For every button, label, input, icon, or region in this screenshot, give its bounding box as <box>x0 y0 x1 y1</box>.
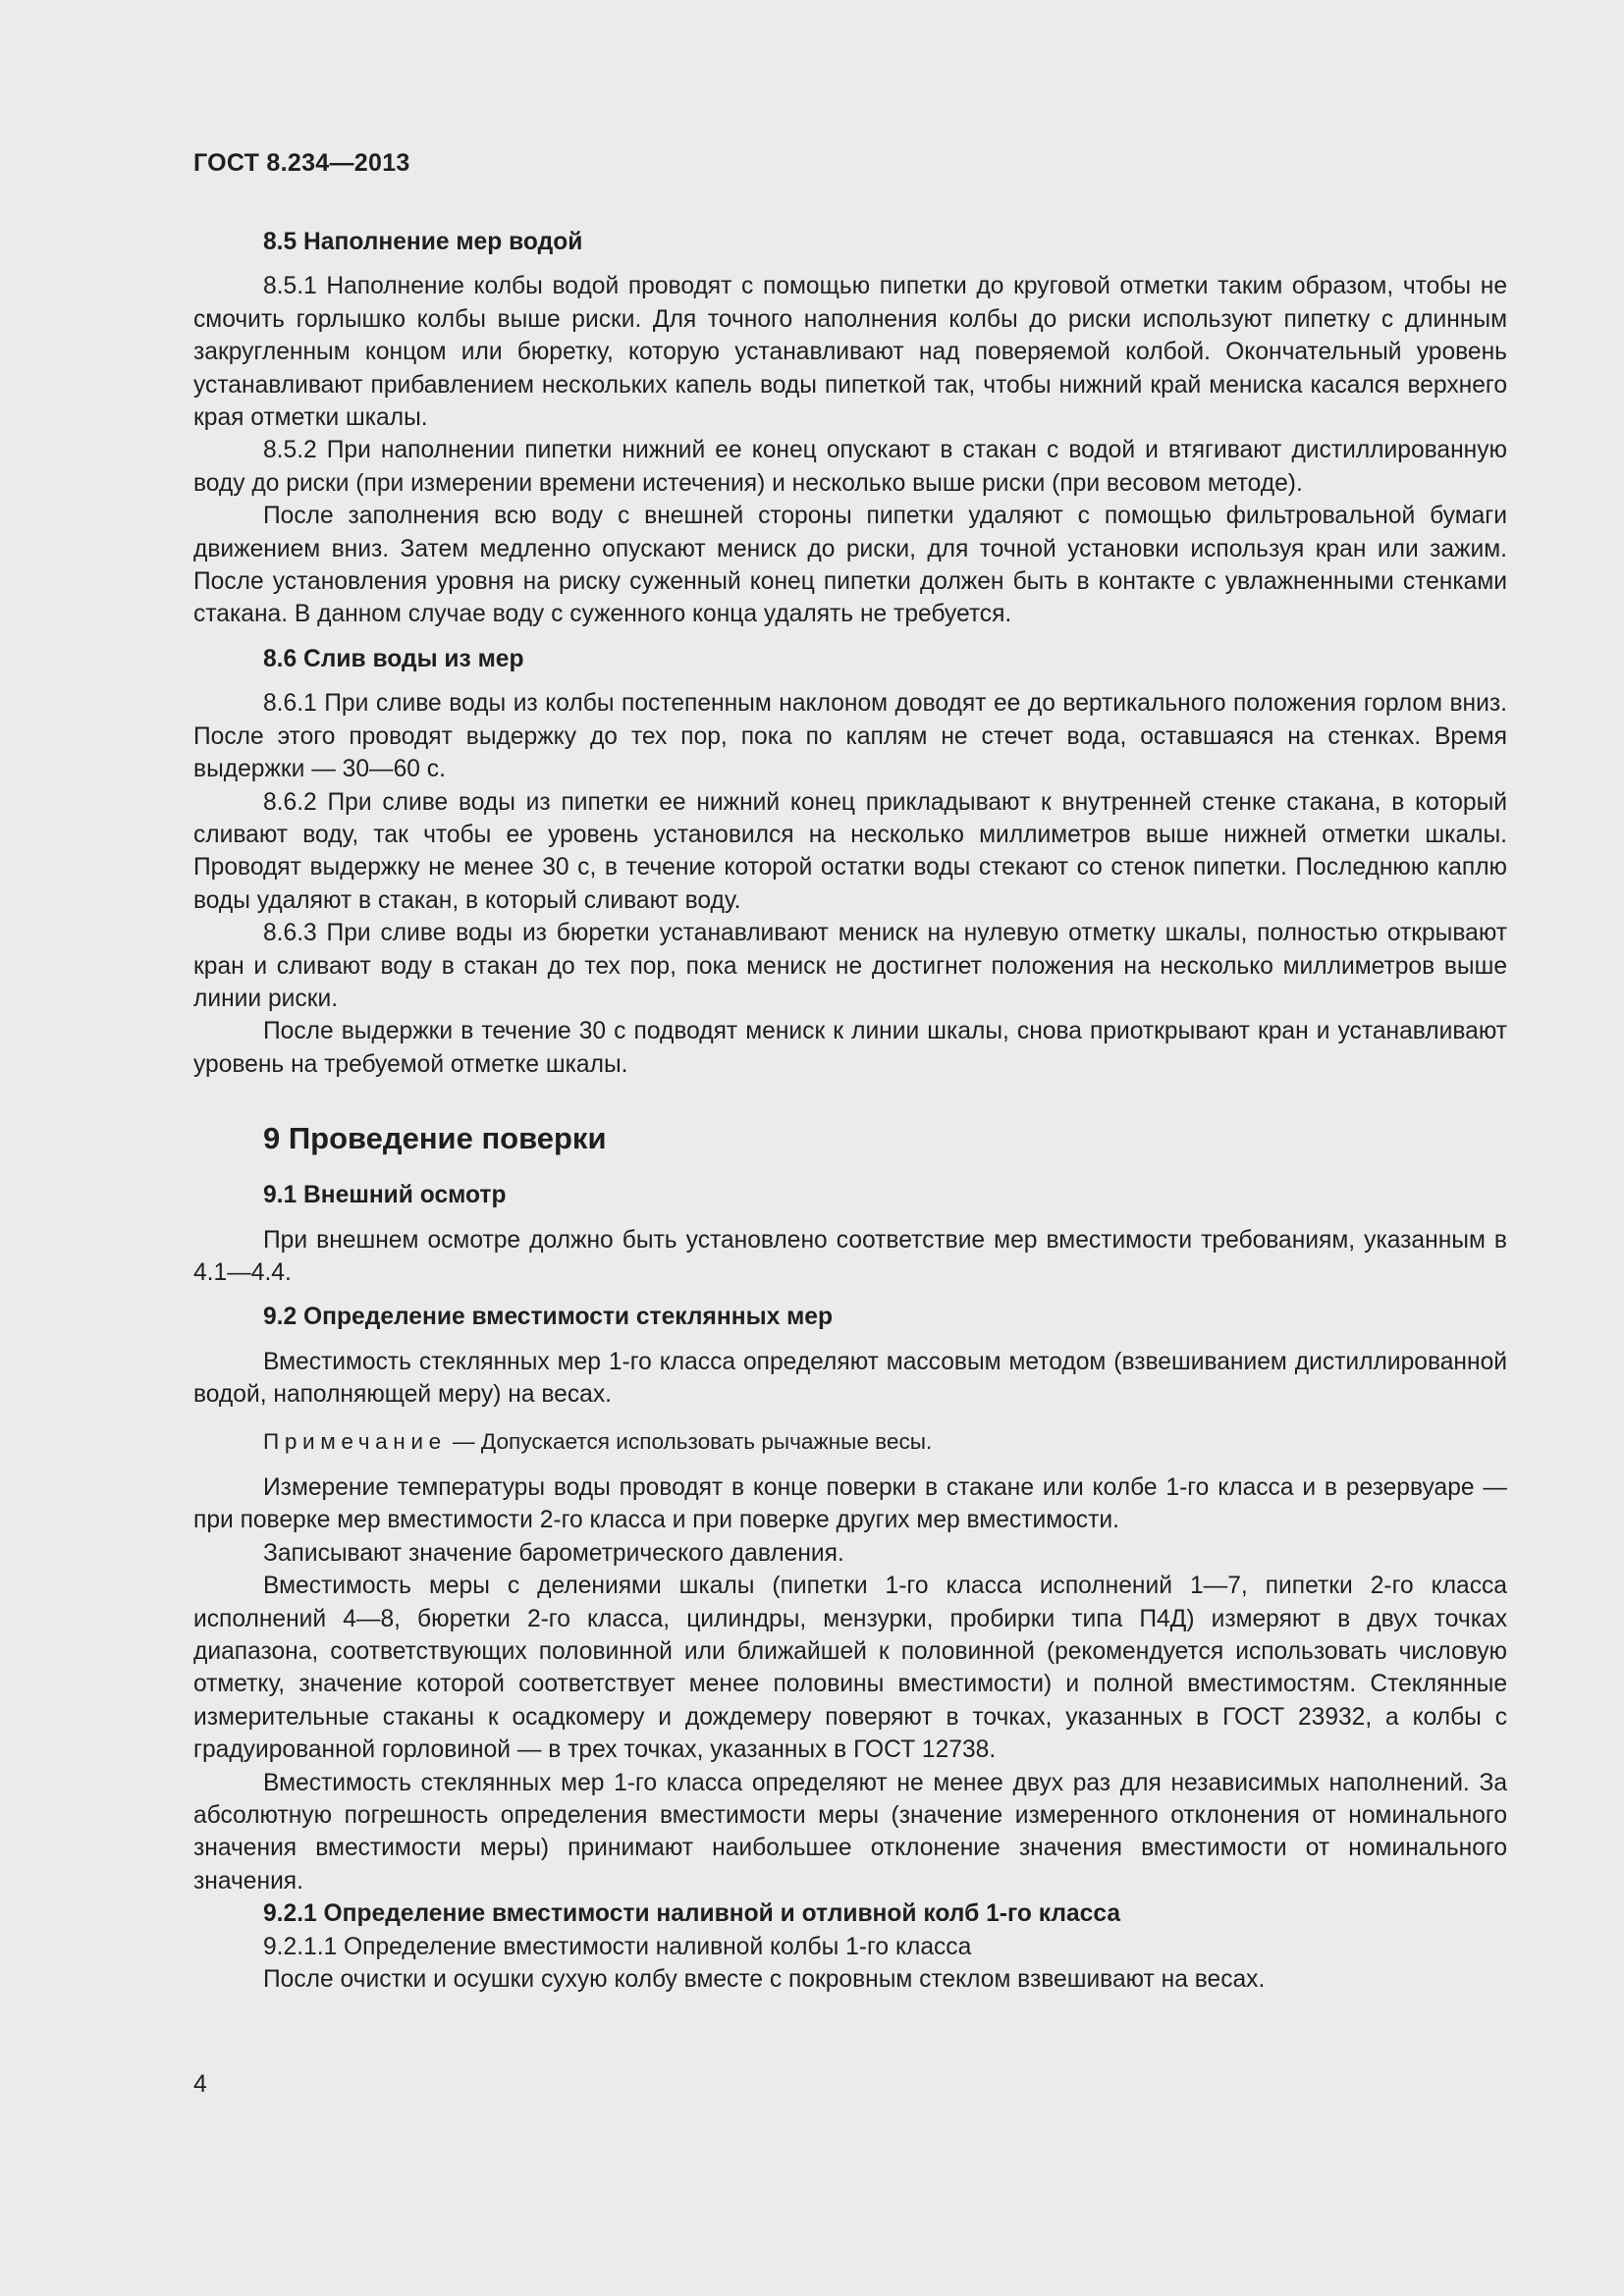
paragraph-8-6-3-cont: После выдержки в течение 30 с подводят мениск к линии шкалы, снова приоткрывают кран и устанавливают уровень на требуемой отметке шкалы. <box>193 1018 1507 1078</box>
paragraph-9-2-3: Записывают значение барометрического давления. <box>263 1539 844 1567</box>
paragraph-9-2-4: Вместимость меры с делениями шкалы (пипетки 1-го класса исполнений 1—7, пипетки 2-го класса исполнений 4—8, бюретки 2-го класса, цилиндры, мензурки, пробирки типа П4Д) измеряют в двух точках диапазона, соответствующих половинной или ближайшей к половинной (рекомендуется использовать числовую отметку, значение которой соответствует менее половины вместимости) и полной вместимостям. Стеклянные измерительные стаканы к осадкомеру и дождемеру поверяют в точках, указанных в ГОСТ 23932, а колбы с градуированной горловиной — в трех точках, указанных в ГОСТ 12738. <box>193 1573 1507 1764</box>
note <box>193 1425 1507 1458</box>
page-number: 4 <box>193 2071 207 2098</box>
section-9-2-1-title: 9.2.1 Определение вместимости наливной и отливной колб 1-го класса <box>263 1900 1120 1928</box>
note-text: — Допускается использовать рычажные весы. <box>446 1428 933 1454</box>
paragraph-8-6-2: 8.6.2 При сливе воды из пипетки ее нижний конец прикладывают к внутренней стенке стакана, в который сливают воду, так чтобы ее уровень установился на несколько миллиметров выше нижней отметки шкалы. Проводят выдержку не менее 30 с, в течение которой остатки воды стекают со стенок пипетки. Последнюю каплю воды удаляют в стакан, в который сливают воду. <box>193 788 1507 914</box>
section-9-2-1-1-title: 9.2.1.1 Определение вместимости наливной колбы 1-го класса <box>263 1933 972 1960</box>
paragraph-9-2-1-1: После очистки и осушки сухую колбу вместе с покровным стеклом взвешивают на весах. <box>263 1966 1266 1994</box>
paragraph-8-5-2: 8.5.2 При наполнении пипетки нижний ее конец опускают в стакан с водой и втягивают дистиллированную воду до риски (при измерении времени истечения) и несколько выше риски (при весовом методе). <box>193 437 1507 497</box>
document-body <box>193 226 1507 1997</box>
section-9-1-title: 9.1 Внешний осмотр <box>263 1182 507 1209</box>
paragraph-9-2-1: Вместимость стеклянных мер 1-го класса определяют массовым методом (взвешиванием дистиллированной водой, наполняющей меру) на весах. <box>193 1348 1507 1409</box>
note-label: Примечание <box>263 1428 447 1454</box>
paragraph-9-1: При внешнем осмотре должно быть установлено соответствие мер вместимости требованиям, указанным в 4.1—4.4. <box>193 1226 1507 1286</box>
paragraph-8-5-2-cont: После заполнения всю воду с внешней стороны пипетки удаляют с помощью фильтровальной бумаги движением вниз. Затем медленно опускают мениск до риски, для точной установки используя кран или зажим. После установления уровня на риску суженный конец пипетки должен быть в контакте с увлажненными стенками стакана. В данном случае воду с суженного конца удалять не требуется. <box>193 503 1507 628</box>
section-9-title: 9 Проведение поверки <box>263 1121 607 1156</box>
paragraph-8-5-1: 8.5.1 Наполнение колбы водой проводят с помощью пипетки до круговой отметки таким образом, чтобы не смочить горлышко колбы выше риски. Для точного наполнения колбы до риски используют пипетку с длинным закругленным концом или бюретку, которую устанавливают над поверяемой колбой. Окончательный уровень устанавливают прибавлением нескольких капель воды пипеткой так, чтобы нижний край мениска касался верхнего края отметки шкалы. <box>193 273 1507 432</box>
paragraph-8-6-1: 8.6.1 При сливе воды из колбы постепенным наклоном доводят ее до вертикального положения горлом вниз. После этого проводят выдержку до тех пор, пока по каплям не стечет вода, оставшаяся на стенках. Время выдержки — 30—60 с. <box>193 690 1507 783</box>
paragraph-9-2-5: Вместимость стеклянных мер 1-го класса определяют не менее двух раз для независимых наполнений. За абсолютную погрешность определения вместимости меры (значение измеренного отклонения от номинального значения вместимости меры) принимают наибольшее отклонение значения вместимости от номинального значения. <box>193 1769 1507 1895</box>
section-9-2-title: 9.2 Определение вместимости стеклянных мер <box>263 1304 833 1331</box>
paragraph-8-6-3: 8.6.3 При сливе воды из бюретки устанавливают мениск на нулевую отметку шкалы, полностью открывают кран и сливают воду в стакан до тех пор, пока мениск не достигнет положения на несколько миллиметров выше линии риски. <box>193 920 1507 1012</box>
section-8-6-title: 8.6 Слив воды из мер <box>263 645 524 672</box>
document-header: ГОСТ 8.234—2013 <box>193 149 410 177</box>
paragraph-9-2-2: Измерение температуры воды проводят в конце поверки в стакане или колбе 1-го класса и в резервуаре — при поверке мер вместимости 2-го класса и при поверке других мер вместимости. <box>193 1474 1507 1534</box>
section-8-5-title: 8.5 Наполнение мер водой <box>263 229 583 255</box>
